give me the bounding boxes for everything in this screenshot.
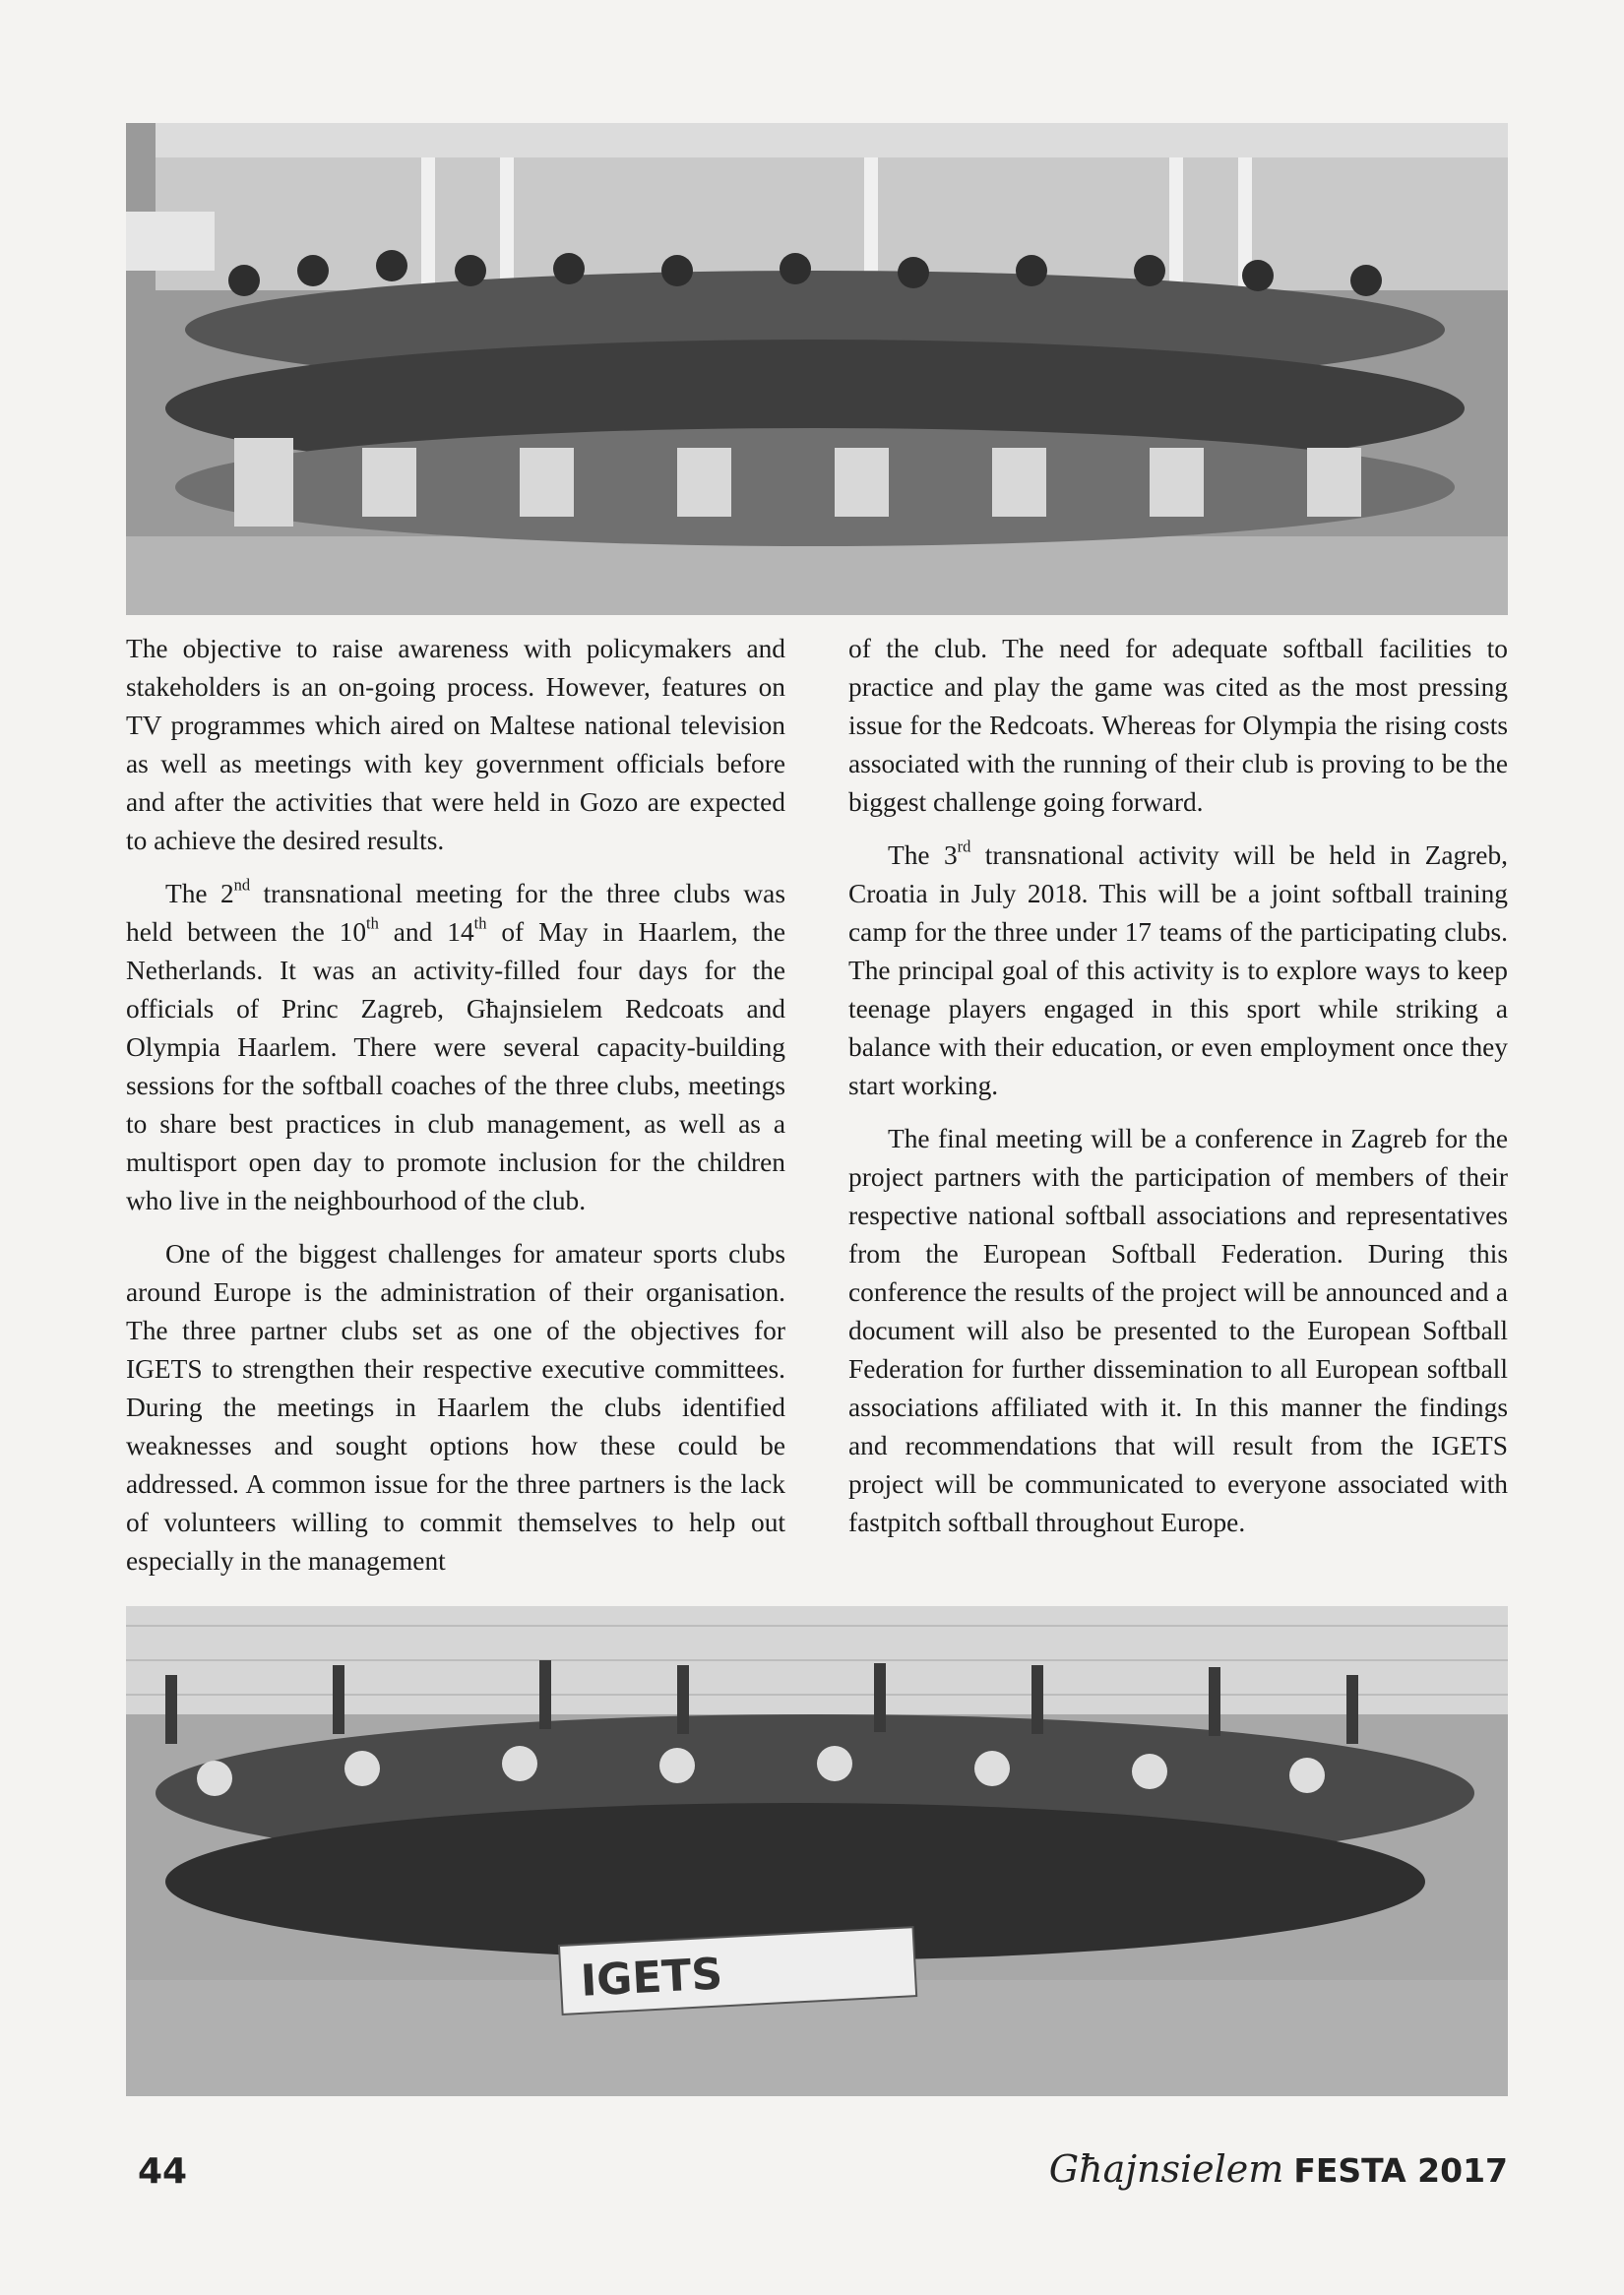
page-number: 44 (138, 2151, 188, 2192)
article-column-left (126, 630, 785, 1595)
group-photo-icon (126, 123, 1508, 615)
article-paragraph: The final meeting will be a conference in Zagreb for the project partners with the participation of members of their respective national softball associations and representatives from the European Softball Federation. During this conference the results of the project will be announced and a document will also be presented to the European Softball Federation for further dissemination to all European softball associations affiliated with it. In this manner the findings and recommendations that will result from the IGETS project will be communicated to everyone associated with fastpitch softball throughout Europe. (848, 1124, 1508, 1537)
publication-title: FESTA 2017 (1293, 2151, 1508, 2190)
group-photo-icon (126, 1606, 1508, 2096)
article-paragraph: of the club. The need for adequate softball facilities to practice and play the game was cited as the most pressing issue for the Redcoats. Whereas for Olympia the rising costs associated with the running of their club is proving to be the biggest challenge going forward. (848, 634, 1508, 817)
igets-banner-text: IGETS (579, 1949, 724, 2007)
publication-footer (1049, 2147, 1508, 2191)
article-paragraph: The 2nd transnational meeting for the three clubs was held between the 10th and 14th of May in Haarlem, the Netherlands. It was an activity-filled four days for the officials of Princ Zagreb, Għajnsielem Redcoats and Olympia Haarlem. There were several capacity-building sessions for the softball coaches of the three clubs, meetings to share best practices in club management, as well as a multisport open day to promote inclusion for the children who live in the neighbourhood of the club. (126, 875, 785, 1215)
publication-script-title: Għajnsielem (1048, 2147, 1284, 2191)
group-photo-top (126, 123, 1508, 615)
article-paragraph: One of the biggest challenges for amateur sports clubs around Europe is the administration of their organisation. The three partner clubs set as one of the objectives for IGETS to strengthen their respective executive committees. During the meetings in Haarlem the clubs identified weaknesses and sought options how these could be addressed. A common issue for the three partners is the lack of volunteers willing to commit themselves to help out especially in the management (126, 1239, 785, 1576)
article-paragraph: The 3rd transnational activity will be held in Zagreb, Croatia in July 2018. This will be a joint softball training camp for the three under 17 teams of the participating clubs. The principal goal of this activity is to explore ways to keep teenage players engaged in this sport while striking a balance with their education, or even employment once they start working. (848, 837, 1508, 1100)
group-photo-bottom (126, 1606, 1508, 2096)
article-column-right (848, 630, 1508, 1557)
article-paragraph: The objective to raise awareness with policymakers and stakeholders is an on-going process. However, features on TV programmes which aired on Maltese national television as well as meetings with key government officials before and after the activities that were held in Gozo are expected to achieve the desired results. (126, 634, 785, 855)
